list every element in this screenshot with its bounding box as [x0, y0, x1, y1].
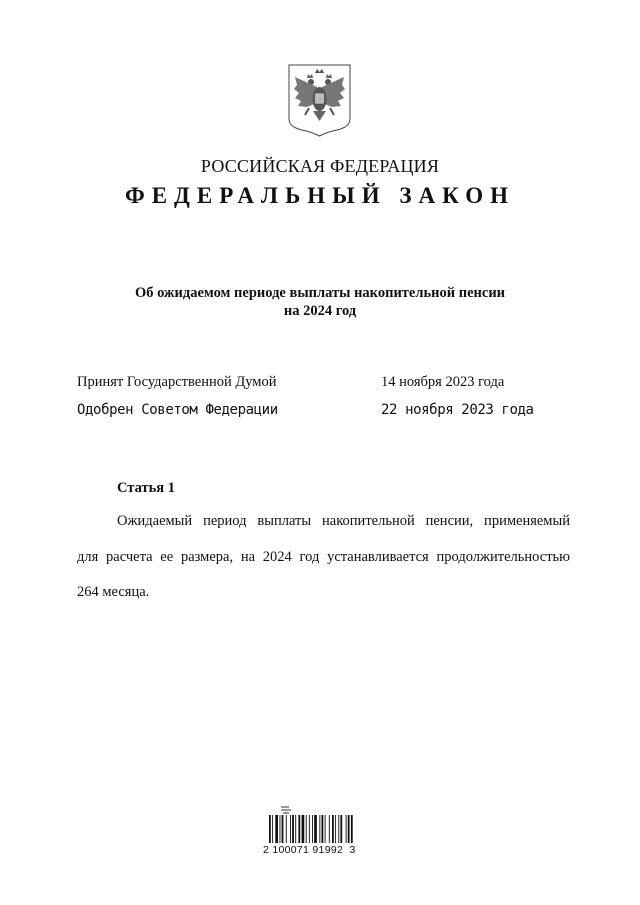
barcode-bar: [282, 815, 284, 843]
law-subject-line-2: на 2024 год: [283, 303, 357, 319]
barcode-bar: [329, 815, 330, 843]
barcode-number: 2 100071 91992 3: [263, 844, 356, 856]
barcode-bar: [309, 815, 310, 843]
barcode-bar: [295, 815, 296, 843]
article-heading: Статья 1: [117, 480, 175, 496]
barcode-bar: [302, 815, 305, 843]
barcode-bar: [306, 815, 307, 843]
barcode-bar: [332, 815, 334, 843]
barcode-bar: [269, 815, 271, 843]
barcode-bar: [290, 815, 291, 843]
barcode-bar: [298, 815, 300, 843]
barcode: [263, 805, 377, 845]
law-subject-line-1: Об ожидаемом периоде выплаты накопительной пенсии: [134, 285, 506, 301]
barcode-bar: [280, 815, 281, 843]
barcode-bar: [292, 815, 294, 843]
barcode-bar: [322, 815, 324, 843]
article-text-line-1: Ожидаемый период выплаты накопительной пенсии, применяемый: [117, 513, 570, 529]
barcode-bar: [351, 815, 353, 843]
barcode-bar: [272, 815, 273, 843]
printer-mark: [281, 807, 291, 813]
barcode-bar: [286, 815, 287, 843]
article-text-line-2: для расчета ее размера, на 2024 год устанавливается продолжительностью: [77, 549, 570, 565]
barcode-bar: [335, 815, 336, 843]
barcode-bar: [319, 815, 320, 843]
coat-of-arms-emblem: [287, 63, 352, 137]
law-subject: [0, 284, 640, 320]
barcode-bar: [314, 815, 317, 843]
duma-adoption-date: 14 ноября 2023 года: [381, 374, 505, 390]
country-name: РОССИЙСКАЯ ФЕДЕРАЦИЯ: [200, 156, 440, 176]
duma-adoption-label: Принят Государственной Думой: [77, 374, 277, 390]
council-approval-date: 22 ноября 2023 года: [381, 402, 534, 418]
barcode-bar: [338, 815, 339, 843]
barcode-bar: [312, 815, 313, 843]
article-text-line-3: 264 месяца.: [77, 584, 150, 600]
barcode-bar: [275, 815, 278, 843]
document-type-title: ФЕДЕРАЛЬНЫЙ ЗАКОН: [124, 183, 516, 208]
council-approval-label: Одобрен Советом Федерации: [77, 402, 278, 418]
barcode-bar: [325, 815, 326, 843]
barcode-bar: [348, 815, 350, 843]
barcode-bar: [346, 815, 347, 843]
barcode-bar: [340, 815, 342, 843]
